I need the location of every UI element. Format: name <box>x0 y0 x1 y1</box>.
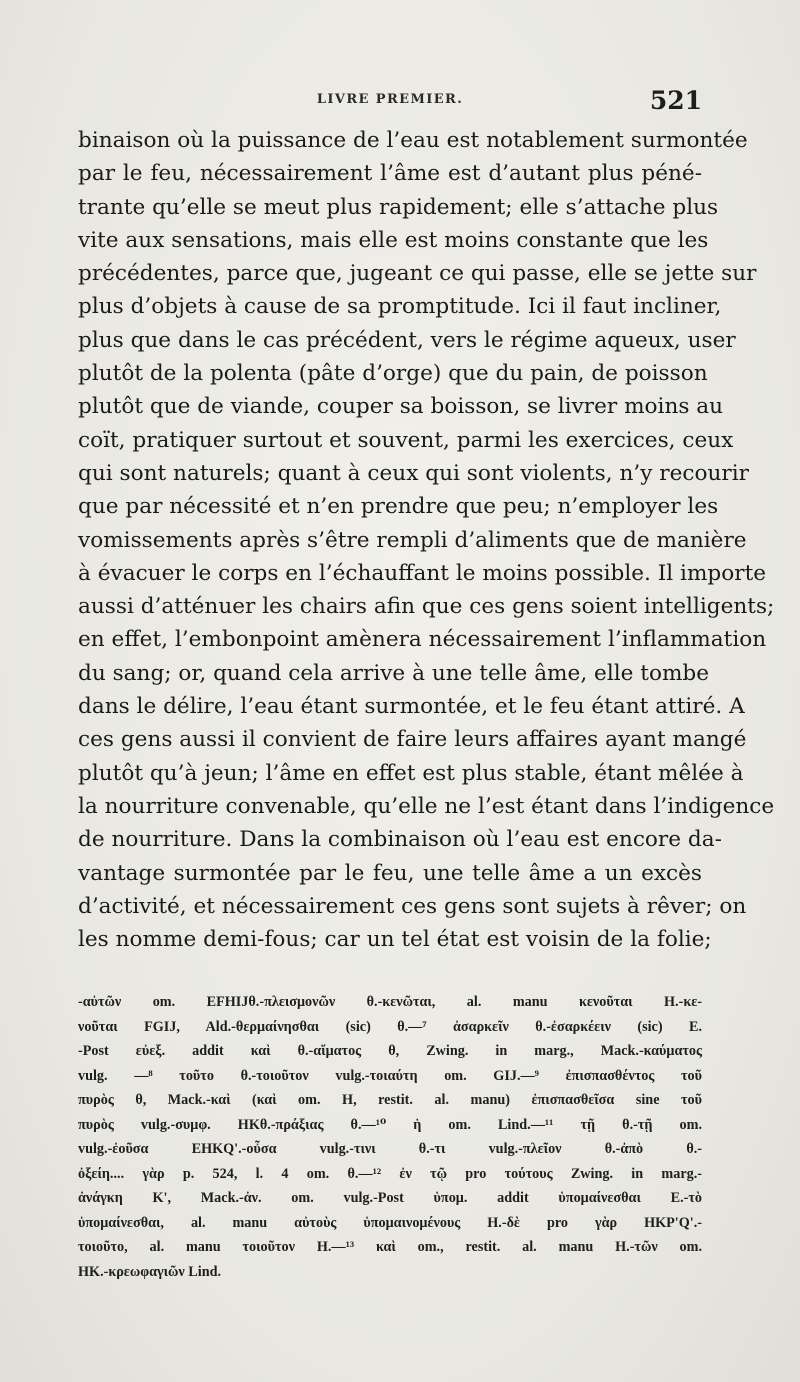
footnote-line: νοῦται FGIJ, Ald.-θερμαίνησθαι (sic) θ.—⁷ ἀσαρκεῖν θ.-ἐσαρκέειν (sic) E. <box>78 1018 702 1035</box>
body-text-line: binaison où la puissance de l’eau est notablement surmontée <box>78 128 748 153</box>
page-number: 521 <box>649 86 702 115</box>
footnote-line: -Post εὐεξ. addit καὶ θ.-αἵματος θ, Zwing. in marg., Mack.-καύματος <box>78 1043 702 1059</box>
body-text-line: à évacuer le corps en l’échauffant le moins possible. Il importe <box>78 560 767 586</box>
running-title: LIVRE PREMIER. <box>316 92 464 107</box>
body-text-line: la nourriture convenable, qu’elle ne l’est étant dans l’indigence <box>78 793 775 819</box>
page-header <box>78 86 702 116</box>
footnote-line: HK.-κρεωφαγιῶν Lind. <box>78 1263 222 1280</box>
body-text-line: plus d’objets à cause de sa promptitude. Ici il faut incliner, <box>78 294 722 320</box>
body-text-line: coït, pratiquer surtout et souvent, parmi les exercices, ceux <box>78 427 734 453</box>
footnote-line: πυρὸς vulg.-συμφ. HKθ.-πράξιας θ.—¹⁰ ἡ om. Lind.—¹¹ τῇ θ.-τῇ om. <box>78 1116 702 1133</box>
body-text-line: plutôt que de viande, couper sa boisson, se livrer moins au <box>78 394 724 420</box>
footnote-line: vulg. —⁸ τοῦτο θ.-τοιοῦτον vulg.-τοιαύτη om. GIJ.—⁹ ἐπισπασθέντος τοῦ <box>78 1067 702 1084</box>
footnotes-block <box>78 990 702 1284</box>
body-text-line: par le feu, nécessairement l’âme est d’autant plus péné- <box>78 161 702 187</box>
body-text-line: qui sont naturels; quant à ceux qui sont violents, n’y recourir <box>78 460 749 486</box>
footnote-line: τοιοῦτο, al. manu τοιοῦτον H.—¹³ καὶ om., restit. al. manu H.-τῶν om. <box>78 1239 702 1255</box>
body-text-line: les nomme demi-fous; car un tel état est voisin de la folie; <box>78 927 712 953</box>
body-text-line: d’activité, et nécessairement ces gens sont sujets à rêver; on <box>78 893 747 919</box>
body-text-line: plutôt qu’à jeun; l’âme en effet est plus stable, étant mêlée à <box>78 760 744 786</box>
main-text-block <box>78 124 775 956</box>
body-text-line: trante qu’elle se meut plus rapidement; elle s’attache plus <box>78 194 719 220</box>
body-text-line: précédentes, parce que, jugeant ce qui passe, elle se jette sur <box>78 261 757 287</box>
body-text-line: de nourriture. Dans la combinaison où l’eau est encore da- <box>78 827 722 853</box>
footnote-line: πυρὸς θ, Mack.-καὶ (καὶ om. H, restit. al. manu) ἐπισπασθεῖσα sine τοῦ <box>78 1092 702 1108</box>
body-text-line: que par nécessité et n’en prendre que peu; n’employer les <box>78 494 719 520</box>
body-text-line: plus que dans le cas précédent, vers le régime aqueux, user <box>78 327 736 353</box>
body-text-line: en effet, l’embonpoint amènera nécessairement l’inflammation <box>78 627 767 653</box>
body-text-line: du sang; or, quand cela arrive à une telle âme, elle tombe <box>78 660 710 686</box>
body-text-line: dans le délire, l’eau étant surmontée, et le feu étant attiré. A <box>78 694 745 720</box>
footnote-line: vulg.-ἐοῦσα EHKQ'.-οὖσα vulg.-τινι θ.-τι vulg.-πλεῖον θ.-ἀπὸ θ.- <box>78 1141 702 1157</box>
body-text-line: aussi d’atténuer les chairs afin que ces gens soient intelligents; <box>78 594 775 620</box>
footnote-line: -αὐτῶν om. EFHIJθ.-πλεισμονῶν θ.-κενῶται, al. manu κενοῦται H.-κε- <box>78 994 702 1010</box>
footnote-line: ἀνάγκη K', Mack.-ἀν. om. vulg.-Post ὑπομ. addit ὑπομαίνεσθαι E.-τὸ <box>78 1190 702 1206</box>
footnote-line: ὀξείη.... γὰρ p. 524, l. 4 om. θ.—¹² ἐν τῷ pro τούτους Zwing. in marg.- <box>78 1165 702 1182</box>
body-text-line: vantage surmontée par le feu, une telle âme a un excès <box>78 860 702 886</box>
body-text-line: plutôt de la polenta (pâte d’orge) que du pain, de poisson <box>78 361 708 387</box>
body-text-line: ces gens aussi il convient de faire leurs affaires ayant mangé <box>78 727 747 753</box>
body-text-line: vite aux sensations, mais elle est moins constante que les <box>78 227 709 253</box>
footnote-line: ὑπομαίνεσθαι, al. manu αὐτοὺς ὑπομαινομένους H.-δὲ pro γὰρ HKP'Q'.- <box>78 1214 702 1231</box>
body-text-line: vomissements après s’être rempli d’aliments que de manière <box>78 527 747 553</box>
